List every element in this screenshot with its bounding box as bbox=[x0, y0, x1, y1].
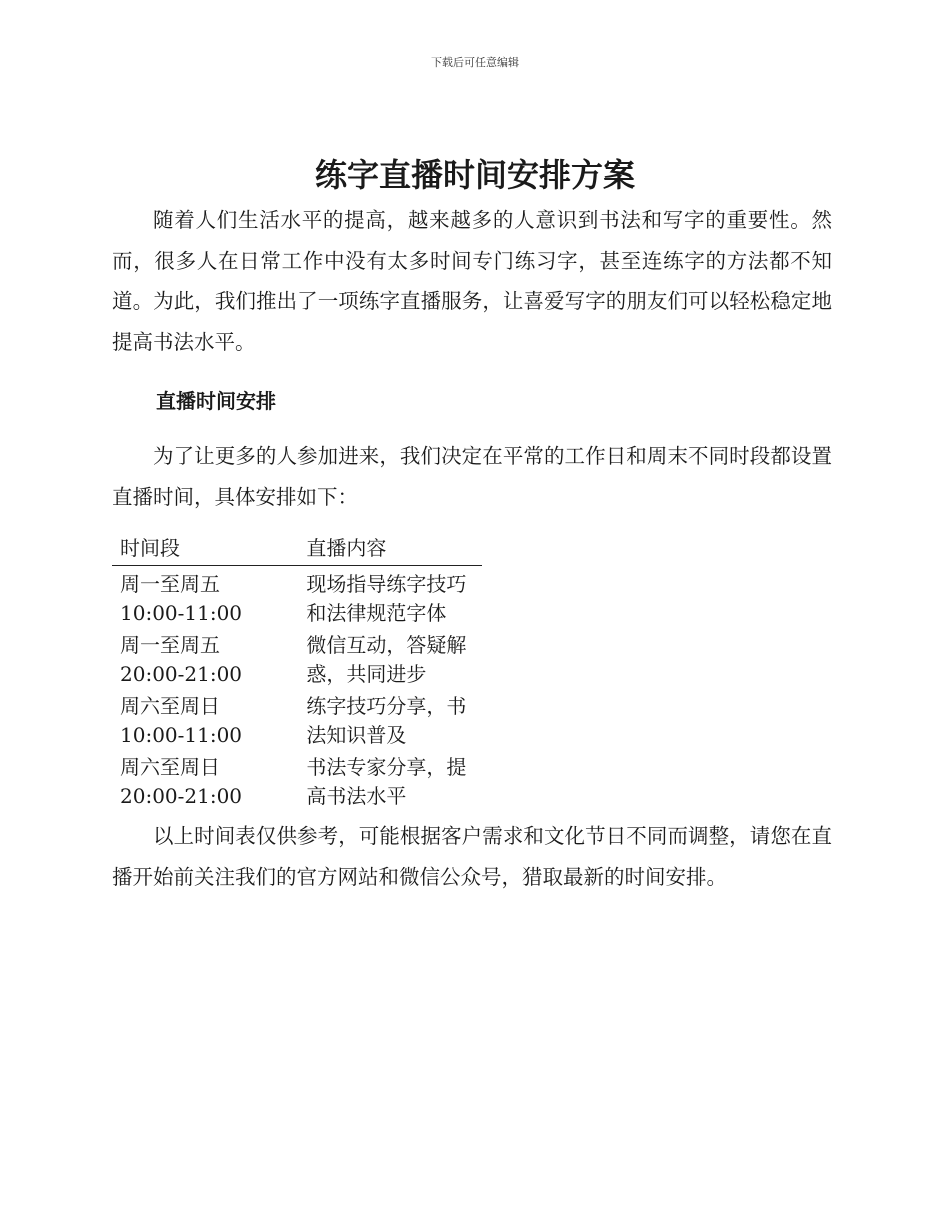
time-slot-cell bbox=[112, 749, 298, 810]
header-time-slot: 时间段 bbox=[112, 533, 298, 566]
closing-paragraph: 以上时间表仅供参考，可能根据客户需求和文化节日不同而调整，请您在直播开始前关注我们的官方网站和微信公众号，猎取最新的时间安排。 bbox=[112, 824, 832, 889]
section-heading: 直播时间安排 bbox=[156, 389, 276, 413]
content-cell: 练字技巧分享，书法知识普及 bbox=[306, 694, 467, 747]
time-text: 10:00-11:00 bbox=[120, 722, 243, 747]
table-row bbox=[112, 749, 482, 810]
page-title: 练字直播时间安排方案 bbox=[314, 156, 635, 194]
time-slot-cell bbox=[112, 688, 298, 749]
days-text: 周一至周五 bbox=[120, 633, 220, 657]
table-header-row bbox=[112, 533, 482, 566]
content-cell: 现场指导练字技巧和法律规范字体 bbox=[306, 572, 467, 625]
time-text: 10:00-11:00 bbox=[120, 600, 243, 625]
days-text: 周一至周五 bbox=[120, 572, 220, 596]
table-row bbox=[112, 688, 482, 749]
days-text: 周六至周日 bbox=[120, 694, 220, 718]
content-cell: 书法专家分享，提高书法水平 bbox=[306, 755, 467, 808]
table-row bbox=[112, 566, 482, 628]
header-note: 下载后可任意编辑 bbox=[431, 56, 519, 69]
time-slot-cell bbox=[112, 566, 298, 628]
time-text: 20:00-21:00 bbox=[120, 783, 243, 808]
schedule-table bbox=[112, 533, 482, 810]
document-body bbox=[112, 200, 832, 897]
table-row bbox=[112, 627, 482, 688]
days-text: 周六至周日 bbox=[120, 755, 220, 779]
intro-paragraph: 随着人们生活水平的提高，越来越多的人意识到书法和写字的重要性。然而，很多人在日常工作中没有太多时间专门练习字，甚至连练字的方法都不知道。为此，我们推出了一项练字直播服务，让喜爱写字的朋友们可以轻松稳定地提高书法水平。 bbox=[112, 208, 832, 354]
schedule-intro-paragraph: 为了让更多的人参加进来，我们决定在平常的工作日和周末不同时段都设置直播时间，具体安排如下： bbox=[112, 444, 832, 509]
time-text: 20:00-21:00 bbox=[120, 661, 243, 686]
time-slot-cell bbox=[112, 627, 298, 688]
content-cell: 微信互动，答疑解惑，共同进步 bbox=[306, 633, 467, 686]
header-content: 直播内容 bbox=[298, 533, 482, 566]
